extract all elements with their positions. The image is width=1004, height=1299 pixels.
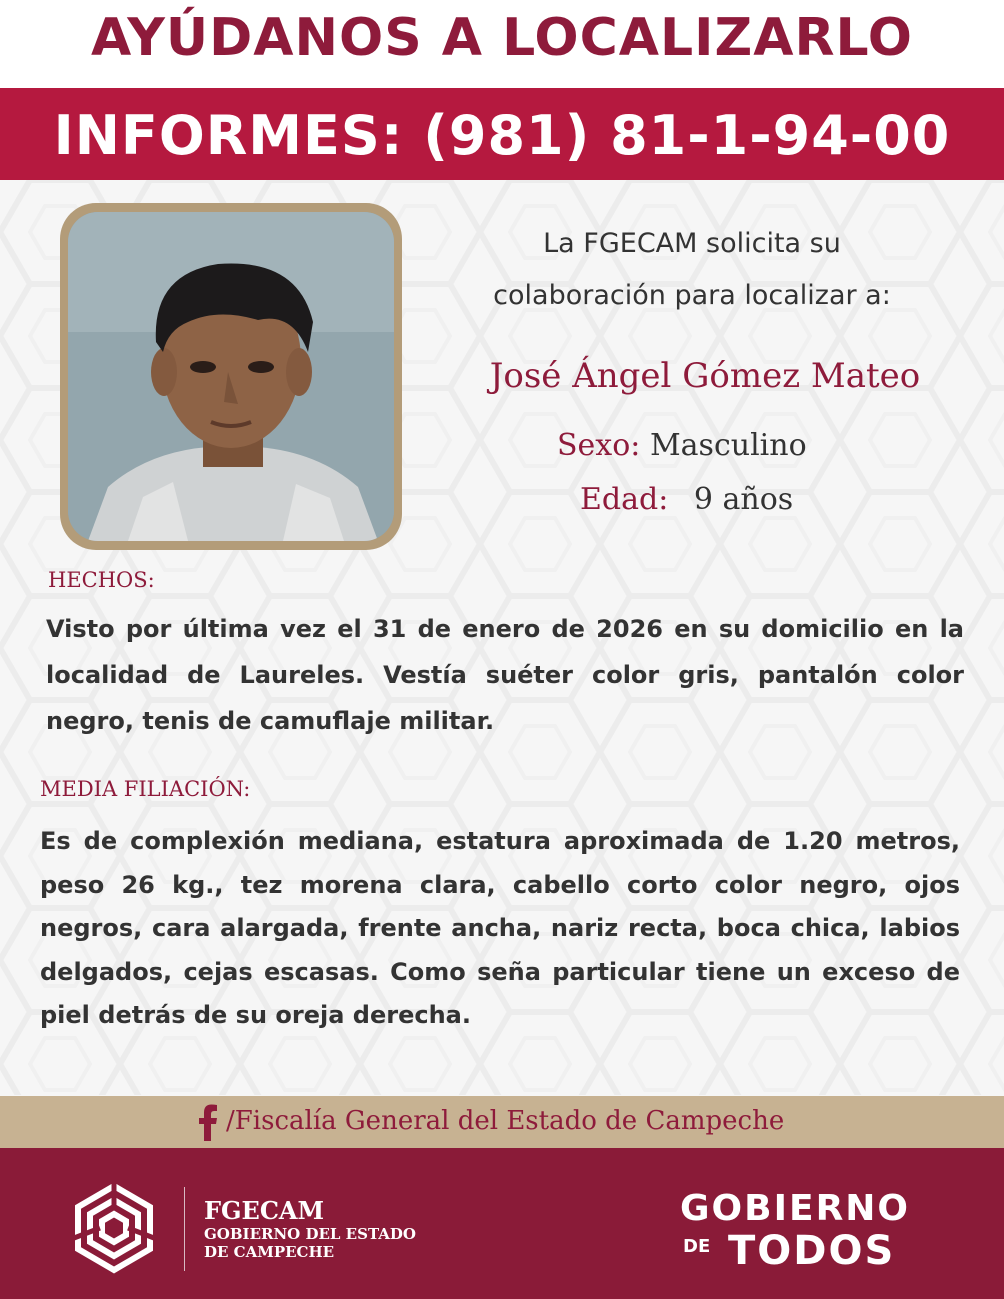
age-row [580,482,793,517]
filiacion-label: MEDIA FILIACIÓN: [40,777,251,801]
phone-number: INFORMES: (981) 81-1-94-00 [53,104,951,167]
hechos-label: HECHOS: [48,568,155,592]
header [0,0,1004,88]
person-name: José Ángel Gómez Mateo [489,356,921,396]
facebook-page-text: /Fiscalía General del Estado de Campeche [226,1106,785,1136]
gob-todos: TODOS [728,1228,896,1274]
gob-line-1: GOBIERNO [680,1188,911,1229]
sex-row [557,428,807,463]
org-name: FGECAM [204,1196,325,1225]
facebook-icon [198,1103,218,1141]
footer-divider [184,1187,185,1271]
org-block [204,1197,416,1261]
hechos-text: Visto por última vez el 31 de enero de 2026 en su domicilio en la localidad de Laureles. Vestía suéter color gris, pantalón color negro, tenis de camuflaje militar. [46,615,964,735]
intro-line-1: La FGECAM solicita su [543,228,841,259]
intro-line-2: colaboración para localizar a: [493,280,891,311]
gob-de: DE [683,1236,711,1257]
fgecam-logo-icon [66,1180,162,1276]
poster-title: AYÚDANOS A LOCALIZARLO [90,8,914,68]
person-photo-illustration [68,212,394,541]
photo-frame [60,203,402,550]
person-photo [68,212,394,541]
org-line-2: GOBIERNO DEL ESTADO [204,1225,416,1243]
age-value: 9 años [693,482,794,517]
age-label: Edad: [580,482,669,517]
intro-text [430,218,954,322]
sex-label: Sexo: [557,428,641,463]
sex-value: Masculino [649,428,807,463]
org-line-3: DE CAMPECHE [204,1243,335,1261]
filiacion-text: Es de complexión mediana, estatura aproximada de 1.20 metros, peso 26 kg., tez morena clara, cabello corto color negro, ojos negros, cara alargada, frente ancha, nariz recta, boca chica, labios delgados, cejas escasas. Como seña particular tiene un exceso de piel detrás de su oreja derecha. [40,827,960,1029]
